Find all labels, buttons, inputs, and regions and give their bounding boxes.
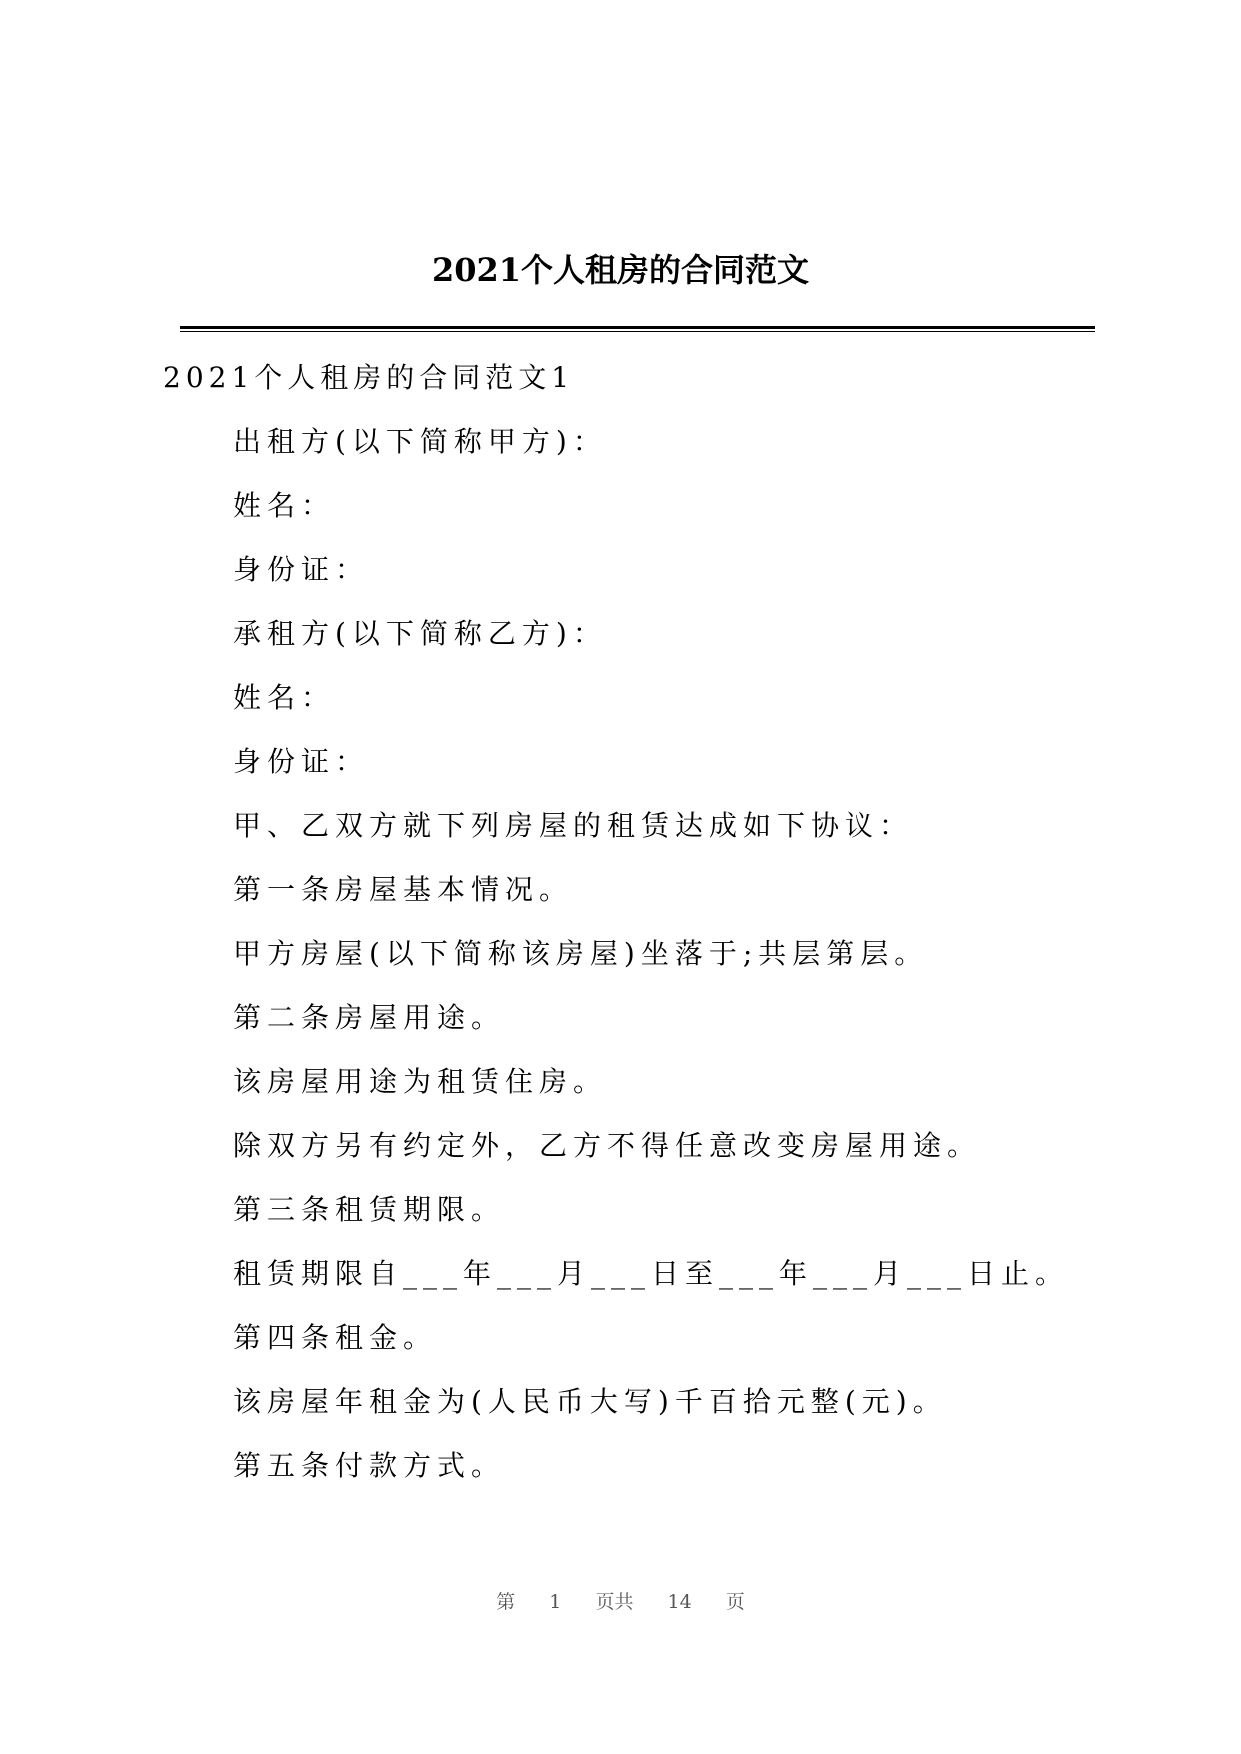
body-line: 甲、乙双方就下列房屋的租赁达成如下协议： — [233, 809, 914, 842]
body-line: 第一条房屋基本情况。 — [233, 873, 574, 906]
body-line: 第五条付款方式。 — [233, 1449, 506, 1482]
body-line: 除双方另有约定外，乙方不得任意改变房屋用途。 — [233, 1129, 982, 1162]
title-divider-thick — [180, 326, 1095, 329]
footer-middle: 页共 — [595, 1591, 634, 1613]
body-line: 该房屋年租金为(人民币大写)千百拾元整(元)。 — [233, 1385, 947, 1418]
body-line: 承租方(以下简称乙方)： — [233, 617, 607, 650]
body-line: 甲方房屋(以下简称该房屋)坐落于;共层第层。 — [233, 937, 929, 970]
body-line: 租赁期限自___年___月___日至___年___月___日止。 — [233, 1257, 1070, 1290]
footer-prefix: 第 — [496, 1591, 516, 1613]
footer-total-pages: 14 — [667, 1591, 692, 1613]
body-line: 身份证： — [233, 553, 370, 586]
body-line: 第三条租赁期限。 — [233, 1193, 506, 1226]
body-line: 该房屋用途为租赁住房。 — [233, 1065, 608, 1098]
section-heading: 2021个人租房的合同范文1 — [163, 361, 575, 394]
body-line: 身份证： — [233, 745, 370, 778]
body-line: 姓名： — [233, 489, 336, 522]
footer-suffix: 页 — [725, 1591, 745, 1613]
document-title: 2021个人租房的合同范文 — [431, 251, 810, 289]
title-divider — [180, 326, 1095, 332]
body-line: 第二条房屋用途。 — [233, 1001, 506, 1034]
page-footer — [0, 1590, 1241, 1614]
body-line: 姓名： — [233, 681, 336, 714]
title-divider-thin — [180, 331, 1095, 332]
footer-current-page: 1 — [549, 1591, 562, 1613]
body-line: 第四条租金。 — [233, 1321, 438, 1354]
body-line: 出租方(以下简称甲方)： — [233, 425, 607, 458]
